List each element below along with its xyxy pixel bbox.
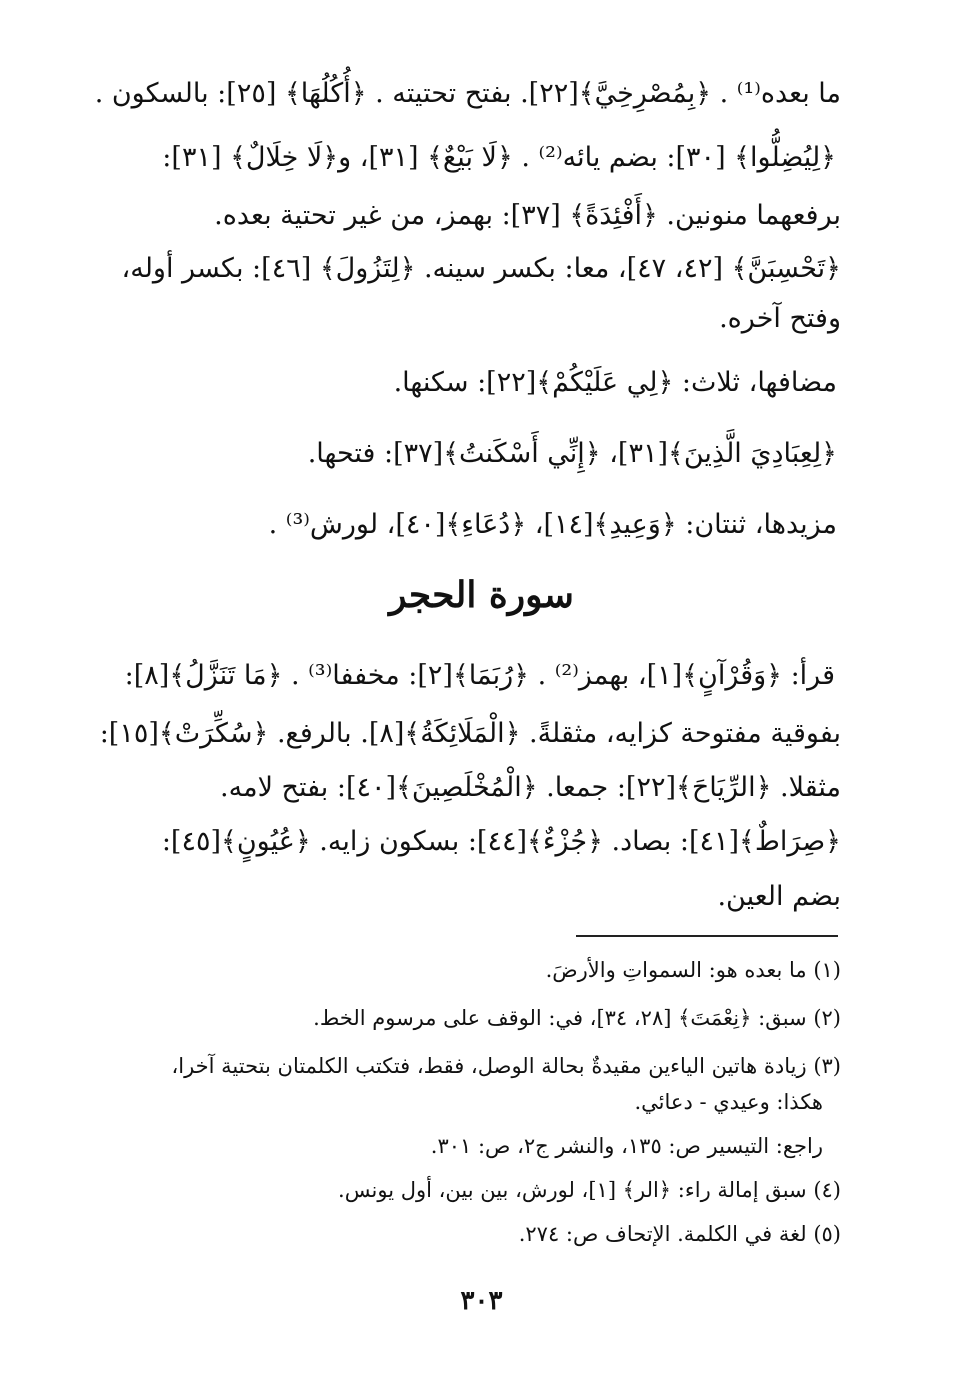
body-line: بضم العين. xyxy=(717,881,841,912)
subheading-line: مضافها، ثلاث: ﴿لِي عَلَيْكُمْ﴾[٢٢]: سكنها. xyxy=(393,367,837,398)
footnote: هكذا: وعيدي - دعائي. xyxy=(634,1090,823,1114)
body-line: ﴿لِيُضِلُّوا﴾ [٣٠]: بضم يائه⁽²⁾ . ﴿لَا بَيْعٌ﴾ [٣١]، و﴿لَا خِلَالٌ﴾ [٣١]: xyxy=(162,142,836,173)
body-line: بفوقية مفتوحة كزايه، مثقلةً. ﴿الْمَلَائِكَةُ﴾[٨]. بالرفع. ﴿سُكِّرَتْ﴾[١٥]: xyxy=(99,718,841,749)
body-line: ما بعده⁽¹⁾ . ﴿بِمُصْرِخِيَّ﴾[٢٢]. بفتح تحتيته . ﴿أُكُلُهَا﴾ [٢٥]: بالسكون . xyxy=(94,78,841,109)
footnote: (١) ما بعده هو: السمواتِ والأرضَ. xyxy=(545,958,841,982)
footnote-separator xyxy=(576,935,838,937)
page-number: ٣٠٣ xyxy=(460,1286,503,1316)
surah-title: سورة الحجر xyxy=(389,574,574,616)
body-line: ﴿تَحْسِبَنَّ﴾ [٤٢، ٤٧]، معا: بكسر سينه. ﴿لِتَزُولَ﴾ [٤٦]: بكسر أوله، xyxy=(121,253,841,284)
body-line: مثقلا. ﴿الرِّيَاحَ﴾[٢٢]: جمعا. ﴿الْمُخْلَصِينَ﴾[٤٠]: بفتح لامه. xyxy=(220,772,841,803)
body-line: ﴿صِرَاطٌ﴾[٤١]: بصاد. ﴿جُزْءٌ﴾[٤٤]: بسكون زايه. ﴿عُيُونٍ﴾[٤٥]: xyxy=(161,826,841,857)
footnote: (٢) سبق: ﴿نِعْمَتَ﴾ [٢٨، ٣٤]، في: الوقف على مرسوم الخط. xyxy=(313,1006,841,1030)
footnote: راجع: التيسير ص: ١٣٥، والنشر ج٢، ص: ٣٠١. xyxy=(430,1134,823,1158)
body-line: ﴿لِعِبَادِيَ الَّذِينَ﴾[٣١]، ﴿إِنِّي أَسْكَنتُ﴾[٣٧]: فتحها. xyxy=(307,438,837,469)
subheading-line: مزيدها، ثنتان: ﴿وَعِيدِ﴾[١٤]، ﴿دُعَاءِ﴾[٤٠]، لورش⁽³⁾ . xyxy=(268,509,837,540)
body-line: برفعهما منونين. ﴿أَفْئِدَةً﴾ [٣٧]: بهمز، من غير تحتية بعده. xyxy=(214,200,841,231)
body-line: وفتح آخره. xyxy=(719,303,841,334)
footnote: (٣) زيادة هاتين الياءين مقيدةٌ بحالة الوصل، فقط، فتكتب الكلمتان بتحتية آخرا، xyxy=(171,1054,841,1078)
footnote: (٤) سبق إمالة راء: ﴿الر﴾ [١]، لورش، بين بين، أول يونس. xyxy=(338,1178,841,1202)
body-line: قرأ: ﴿وَقُرْآنٍ﴾[١]، بهمز⁽²⁾ . ﴿رُبَمَا﴾[٢]: مخففا⁽³⁾ . ﴿مَا تَنَزَّلُ﴾[٨]: xyxy=(124,660,835,691)
footnote: (٥) لغة في الكلمة. الإتحاف ص: ٢٧٤. xyxy=(518,1222,841,1246)
